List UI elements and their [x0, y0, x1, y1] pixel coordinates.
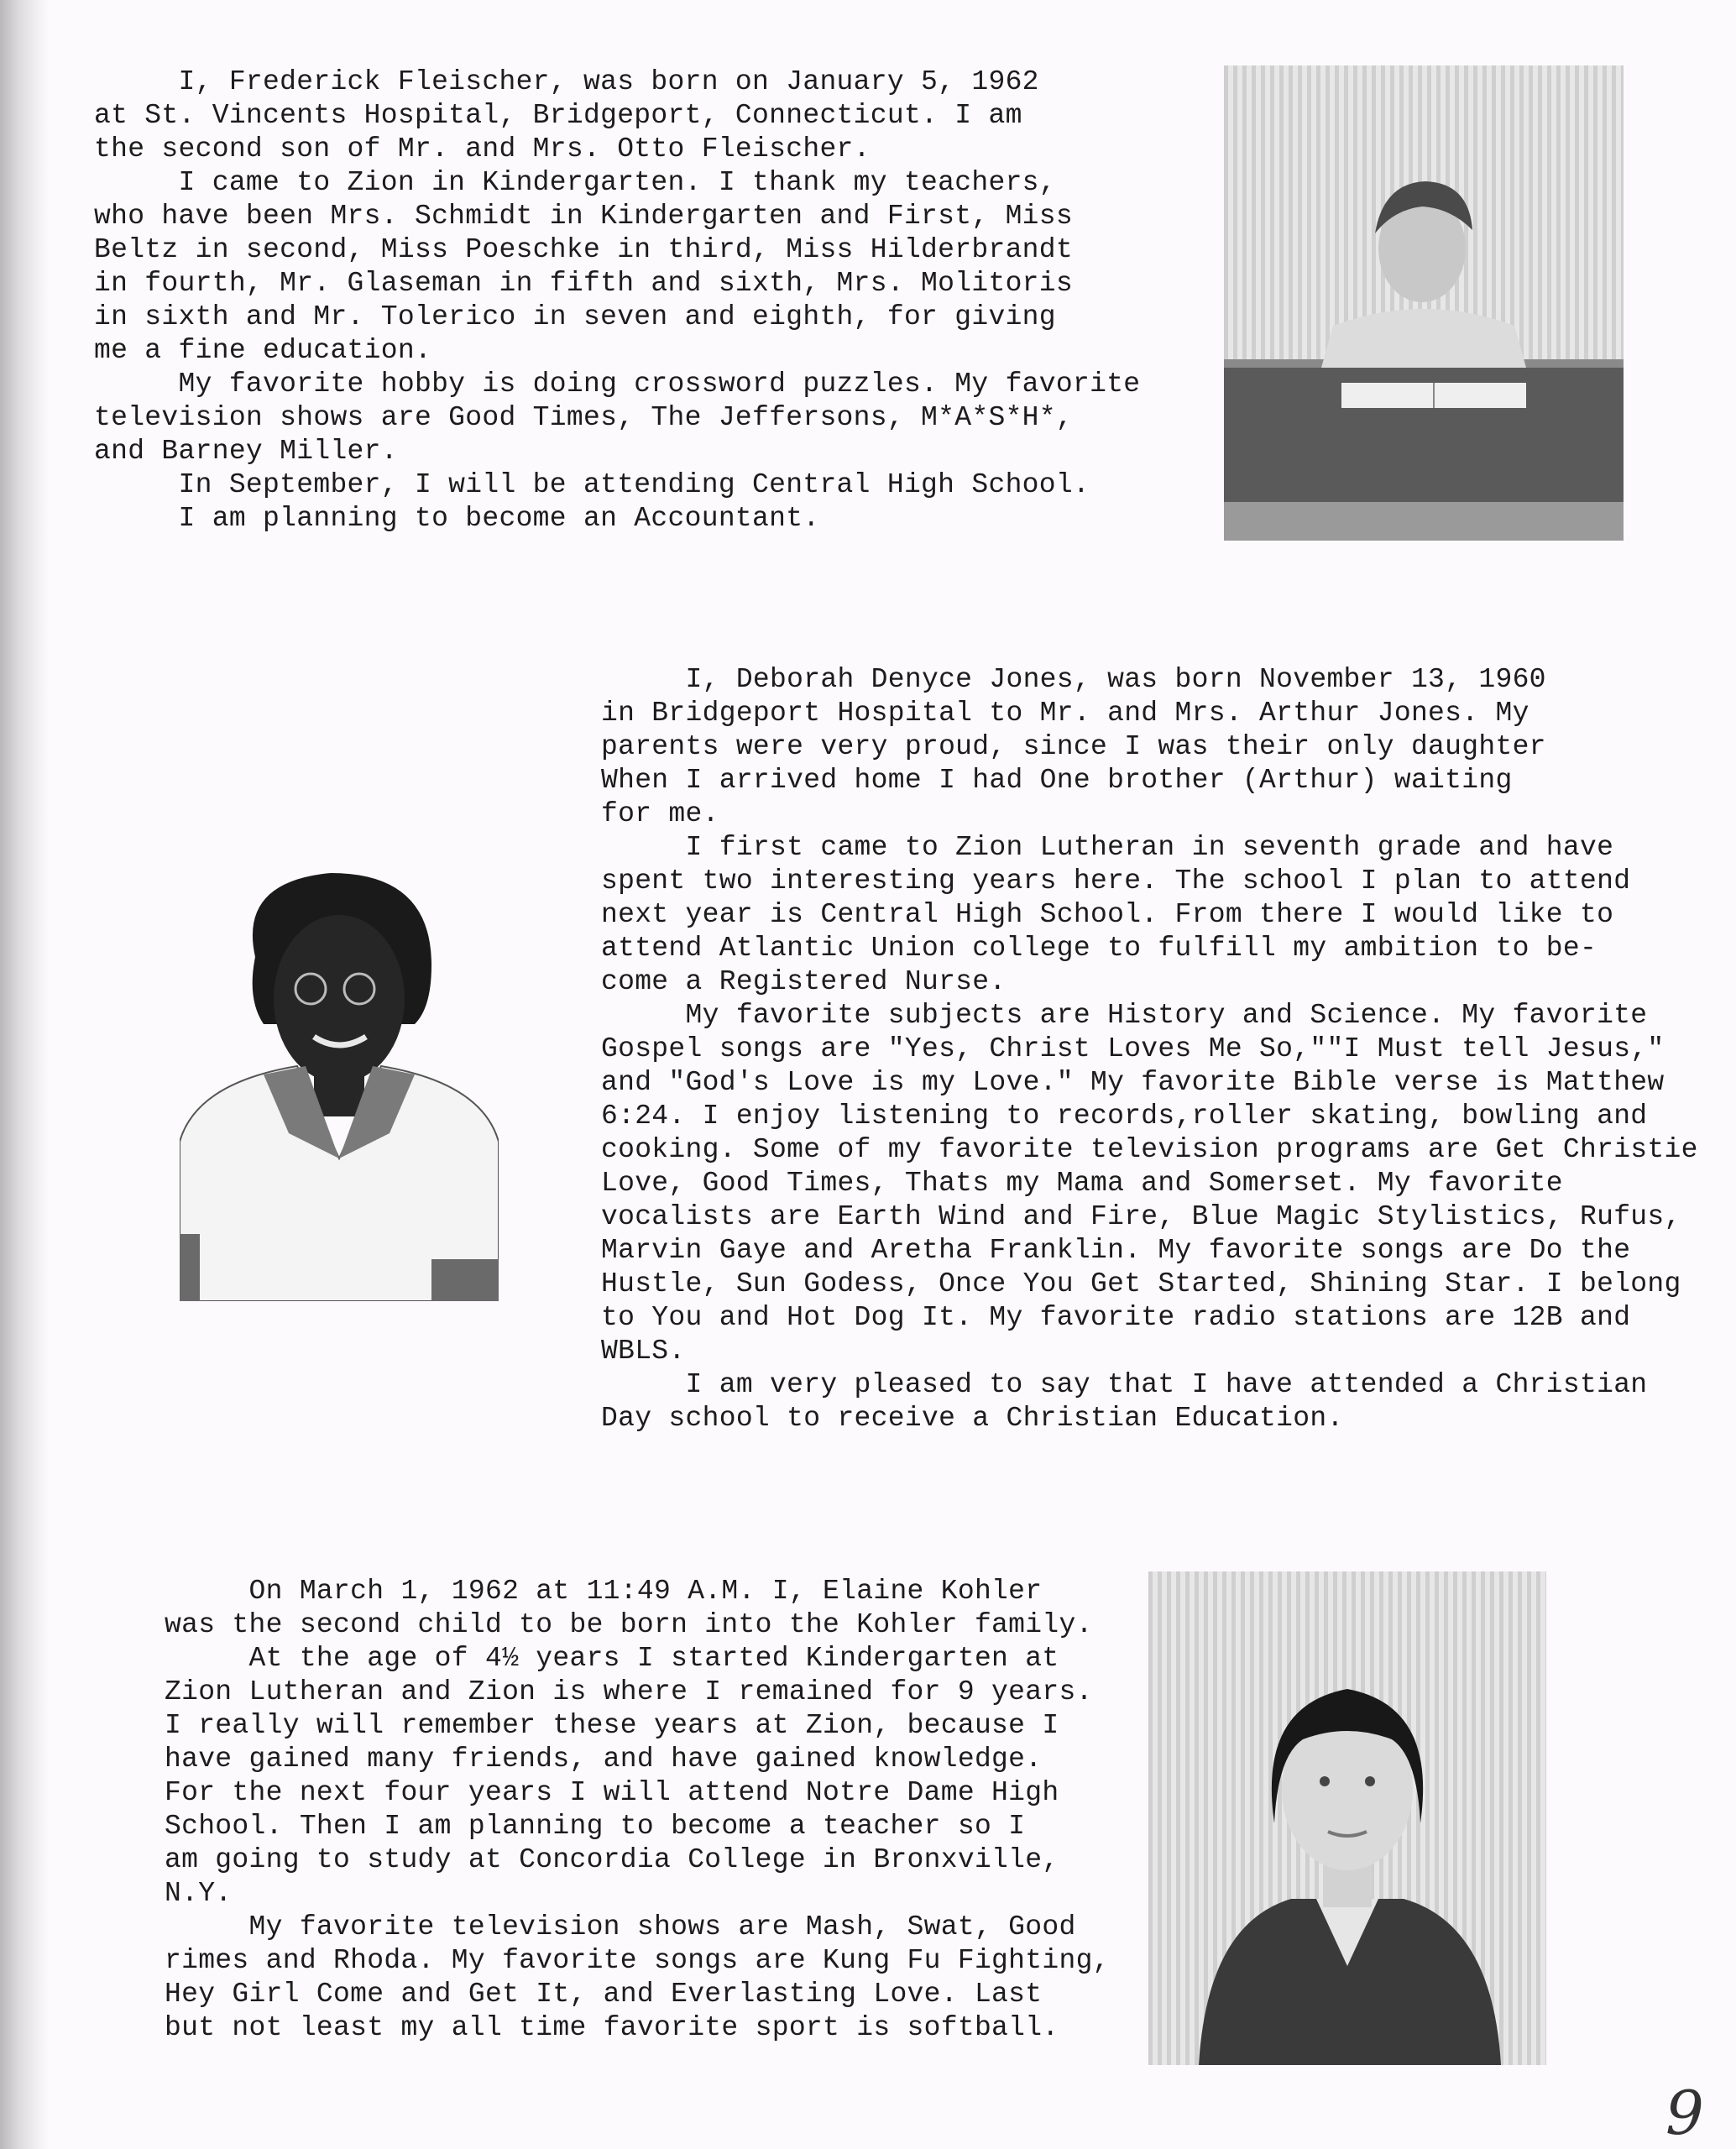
bio-line: am going to study at Concordia College in Bronxville,: [165, 1844, 1059, 1875]
bio-line: On March 1, 1962 at 11:49 A.M. I, Elaine Kohler: [165, 1576, 1043, 1607]
bio-line: N.Y.: [165, 1878, 233, 1909]
bio-line: At the age of 4½ years I started Kindergarten at: [165, 1643, 1059, 1674]
bio-text: [601, 663, 1698, 1435]
bio-line: My favorite subjects are History and Science. My favorite: [601, 1000, 1648, 1031]
bio-line: for me.: [601, 798, 719, 829]
bio-line: in sixth and Mr. Tolerico in seven and eighth, for giving: [94, 301, 1056, 332]
bio-line: and "God's Love is my Love." My favorite Bible verse is Matthew: [601, 1067, 1665, 1098]
bio-line: Zion Lutheran and Zion is where I remained for 9 years.: [165, 1676, 1093, 1707]
bio-frederick-fleischer: [94, 65, 1152, 536]
bio-line: was the second child to be born into the Kohler family.: [165, 1609, 1093, 1640]
bio-text: [165, 1575, 1155, 2045]
bio-line: When I arrived home I had One brother (Arthur) waiting: [601, 765, 1513, 796]
bio-deborah-denyce-jones: [601, 663, 1698, 1435]
bio-line: WBLS.: [601, 1336, 686, 1367]
bio-line: but not least my all time favorite sport is softball.: [165, 2012, 1059, 2043]
bio-line: I am very pleased to say that I have attended a Christian: [601, 1369, 1648, 1400]
bio-line: I am planning to become an Accountant.: [94, 503, 820, 534]
bio-line: 6:24. I enjoy listening to records,roller skating, bowling and: [601, 1101, 1648, 1132]
bio-line: come a Registered Nurse.: [601, 966, 1007, 997]
bio-line: I came to Zion in Kindergarten. I thank my teachers,: [94, 167, 1056, 198]
bio-line: School. Then I am planning to become a teacher so I: [165, 1811, 1026, 1842]
photo-elaine-kohler: [1148, 1571, 1546, 2065]
bio-line: spent two interesting years here. The school I plan to attend: [601, 865, 1631, 897]
bio-line: me a fine education.: [94, 335, 432, 366]
bio-line: to You and Hot Dog It. My favorite radio stations are 12B and: [601, 1302, 1631, 1333]
bio-line: parents were very proud, since I was their only daughter: [601, 731, 1546, 762]
bio-line: and Barney Miller.: [94, 436, 398, 467]
bio-line: I first came to Zion Lutheran in seventh grade and have: [601, 832, 1614, 863]
bio-line: in fourth, Mr. Glaseman in fifth and sixth, Mrs. Molitoris: [94, 268, 1073, 299]
bio-line: In September, I will be attending Central High School.: [94, 469, 1090, 500]
bio-line: For the next four years I will attend Notre Dame High: [165, 1777, 1059, 1808]
bio-text: [94, 65, 1152, 536]
bio-line: I, Deborah Denyce Jones, was born November 13, 1960: [601, 664, 1546, 695]
bio-line: who have been Mrs. Schmidt in Kindergarten and First, Miss: [94, 201, 1073, 232]
bio-line: I really will remember these years at Zion, because I: [165, 1710, 1059, 1741]
bio-line: next year is Central High School. From there I would like to: [601, 899, 1614, 930]
photo-frederick-fleischer: [1224, 65, 1624, 541]
bio-line: have gained many friends, and have gained knowledge.: [165, 1744, 1043, 1775]
bio-line: cooking. Some of my favorite television programs are Get Christie: [601, 1134, 1698, 1165]
bio-line: Beltz in second, Miss Poeschke in third, Miss Hilderbrandt: [94, 234, 1073, 265]
bio-line: attend Atlantic Union college to fulfill my ambition to be-: [601, 933, 1597, 964]
bio-line: Marvin Gaye and Aretha Franklin. My favorite songs are Do the: [601, 1235, 1631, 1266]
bio-line: television shows are Good Times, The Jeffersons, M*A*S*H*,: [94, 402, 1073, 433]
page-number: 9: [1665, 2078, 1704, 2148]
bio-line: I, Frederick Fleischer, was born on January 5, 1962: [94, 66, 1039, 97]
bio-line: Day school to receive a Christian Education.: [601, 1403, 1344, 1434]
bio-line: the second son of Mr. and Mrs. Otto Fleischer.: [94, 133, 871, 165]
bio-line: My favorite hobby is doing crossword puzzles. My favorite: [94, 369, 1141, 400]
bio-elaine-kohler: [165, 1575, 1155, 2045]
photo-deborah-denyce-jones: [180, 865, 499, 1301]
bio-line: Hey Girl Come and Get It, and Everlasting Love. Last: [165, 1979, 1043, 2010]
bio-line: Love, Good Times, Thats my Mama and Somerset. My favorite: [601, 1168, 1563, 1199]
bio-line: My favorite television shows are Mash, Swat, Good: [165, 1911, 1076, 1942]
bio-line: at St. Vincents Hospital, Bridgeport, Connecticut. I am: [94, 100, 1022, 131]
bio-line: Hustle, Sun Godess, Once You Get Started, Shining Star. I belong: [601, 1268, 1681, 1299]
bio-line: vocalists are Earth Wind and Fire, Blue Magic Stylistics, Rufus,: [601, 1201, 1681, 1232]
bio-line: rimes and Rhoda. My favorite songs are Kung Fu Fighting,: [165, 1945, 1110, 1976]
book-binding-edge: [0, 0, 49, 2149]
bio-line: in Bridgeport Hospital to Mr. and Mrs. Arthur Jones. My: [601, 698, 1529, 729]
bio-line: Gospel songs are "Yes, Christ Loves Me So,""I Must tell Jesus,": [601, 1033, 1665, 1064]
